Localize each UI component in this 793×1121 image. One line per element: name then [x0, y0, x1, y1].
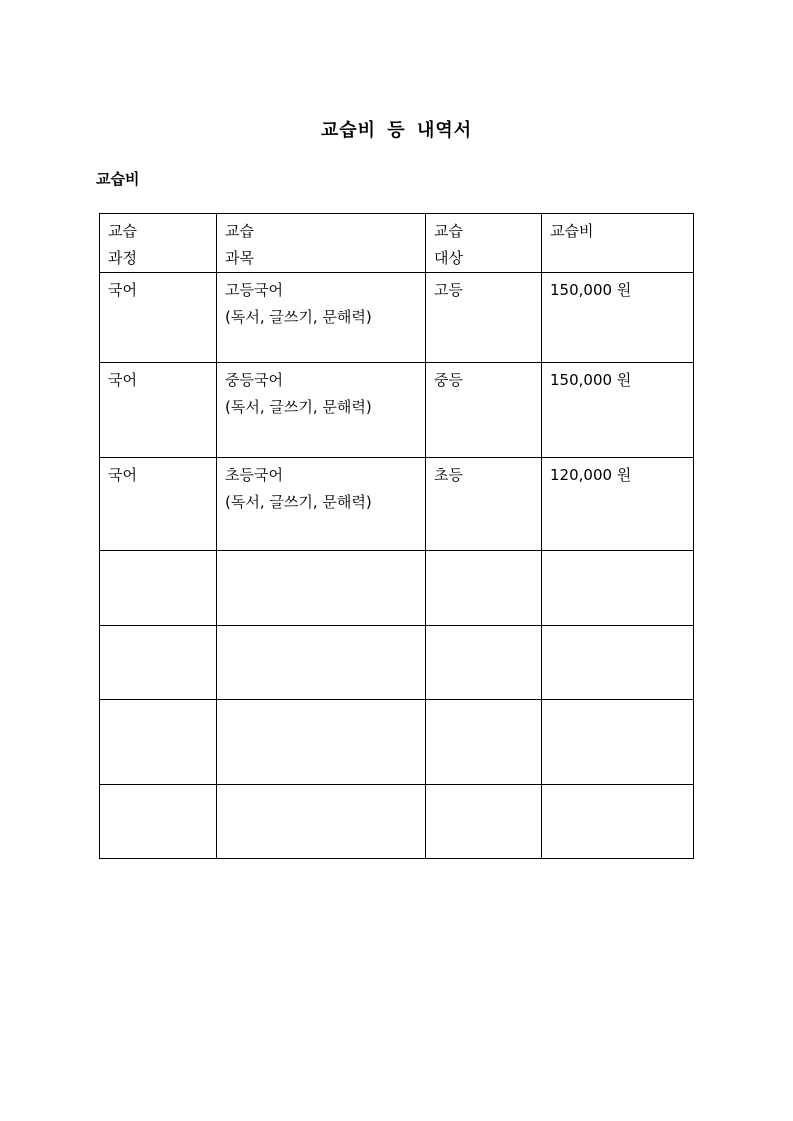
- cell-target: [426, 551, 542, 626]
- cell-target: 중등: [426, 363, 542, 458]
- table-row: [100, 626, 694, 700]
- cell-course: [100, 785, 217, 859]
- cell-subject: 고등국어 (독서, 글쓰기, 문해력): [217, 273, 426, 363]
- section-title: 교습비: [96, 170, 140, 188]
- table-row: [100, 700, 694, 785]
- cell-target: [426, 785, 542, 859]
- cell-target: [426, 626, 542, 700]
- cell-course: 국어: [100, 363, 217, 458]
- cell-subject: [217, 785, 426, 859]
- cell-fee: 120,000 원: [542, 458, 694, 551]
- table-row: [100, 785, 694, 859]
- table-header-row: [100, 214, 694, 273]
- header-fee: 교습비: [542, 214, 694, 273]
- cell-subject: 중등국어 (독서, 글쓰기, 문해력): [217, 363, 426, 458]
- page-title: 교습비 등 내역서: [320, 120, 473, 141]
- cell-fee: [542, 785, 694, 859]
- cell-subject: [217, 700, 426, 785]
- cell-course: 국어: [100, 458, 217, 551]
- header-course: 교습 과정: [100, 214, 217, 273]
- cell-course: [100, 551, 217, 626]
- cell-fee: [542, 551, 694, 626]
- cell-target: 고등: [426, 273, 542, 363]
- cell-course: 국어: [100, 273, 217, 363]
- cell-target: 초등: [426, 458, 542, 551]
- cell-fee: [542, 700, 694, 785]
- cell-fee: 150,000 원: [542, 273, 694, 363]
- cell-fee: 150,000 원: [542, 363, 694, 458]
- cell-subject: 초등국어 (독서, 글쓰기, 문해력): [217, 458, 426, 551]
- cell-subject: [217, 626, 426, 700]
- cell-course: [100, 700, 217, 785]
- table-row: [100, 363, 694, 458]
- cell-target: [426, 700, 542, 785]
- table-row: [100, 551, 694, 626]
- header-target: 교습 대상: [426, 214, 542, 273]
- cell-course: [100, 626, 217, 700]
- cell-fee: [542, 626, 694, 700]
- header-subject: 교습 과목: [217, 214, 426, 273]
- cell-subject: [217, 551, 426, 626]
- table-row: [100, 458, 694, 551]
- table-row: [100, 273, 694, 363]
- tuition-fee-table: [99, 213, 694, 859]
